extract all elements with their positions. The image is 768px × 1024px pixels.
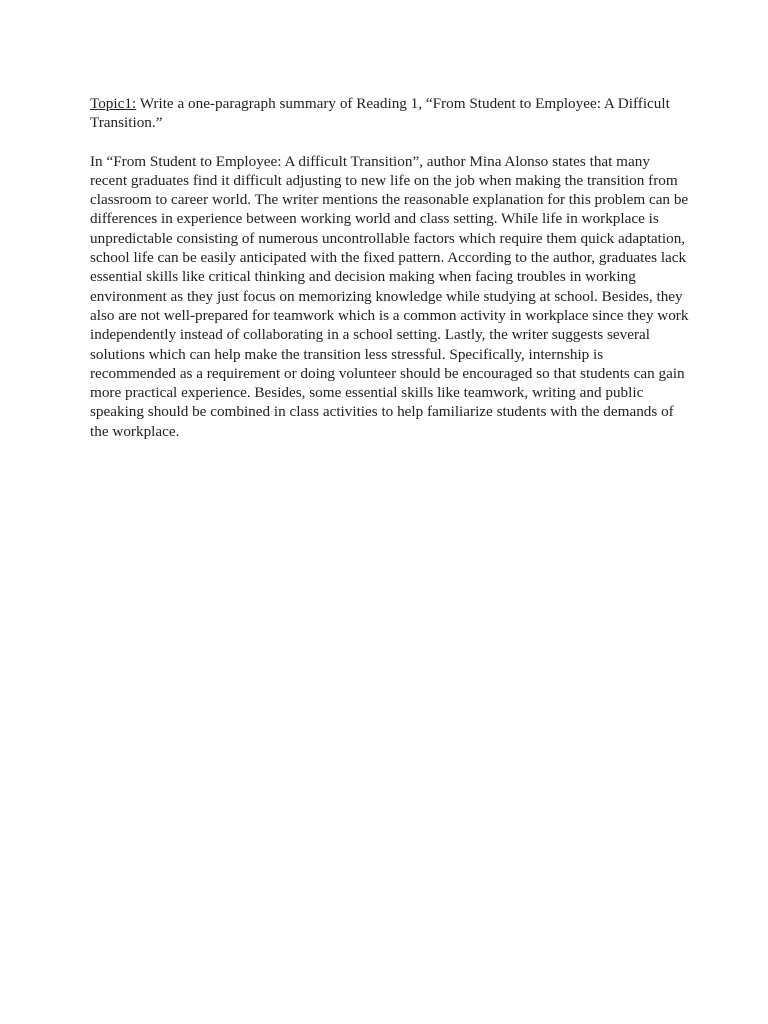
- document-content: [90, 94, 690, 441]
- topic-prompt-text: Write a one-paragraph summary of Reading 1, “From Student to Employee: A Difficult Transition.”: [90, 95, 670, 132]
- summary-paragraph: In “From Student to Employee: A difficult Transition”, author Mina Alonso states that many recent graduates find it difficult adjusting to new life on the job when making the transition from classroom to career world. The writer mentions the reasonable explanation for this problem can be differences in experience between working world and class setting. While life in workplace is unpredictable consisting of numerous uncontrollable factors which require them quick adaptation, school life can be easily anticipated with the fixed pattern. According to the author, graduates lack essential skills like critical thinking and decision making when facing troubles in working environment as they just focus on memorizing knowledge while studying at school. Besides, they also are not well-prepared for teamwork which is a common activity in workplace since they work independently instead of collaborating in a school setting. Lastly, the writer suggests several solutions which can help make the transition less stressful. Specifically, internship is recommended as a requirement or doing volunteer should be encouraged so that students can gain more practical experience. Besides, some essential skills like teamwork, writing and public speaking should be combined in class activities to help familiarize students with the demands of the workplace.: [90, 152, 689, 440]
- topic-prompt-paragraph: [90, 94, 690, 133]
- topic-label: Topic1:: [90, 95, 137, 112]
